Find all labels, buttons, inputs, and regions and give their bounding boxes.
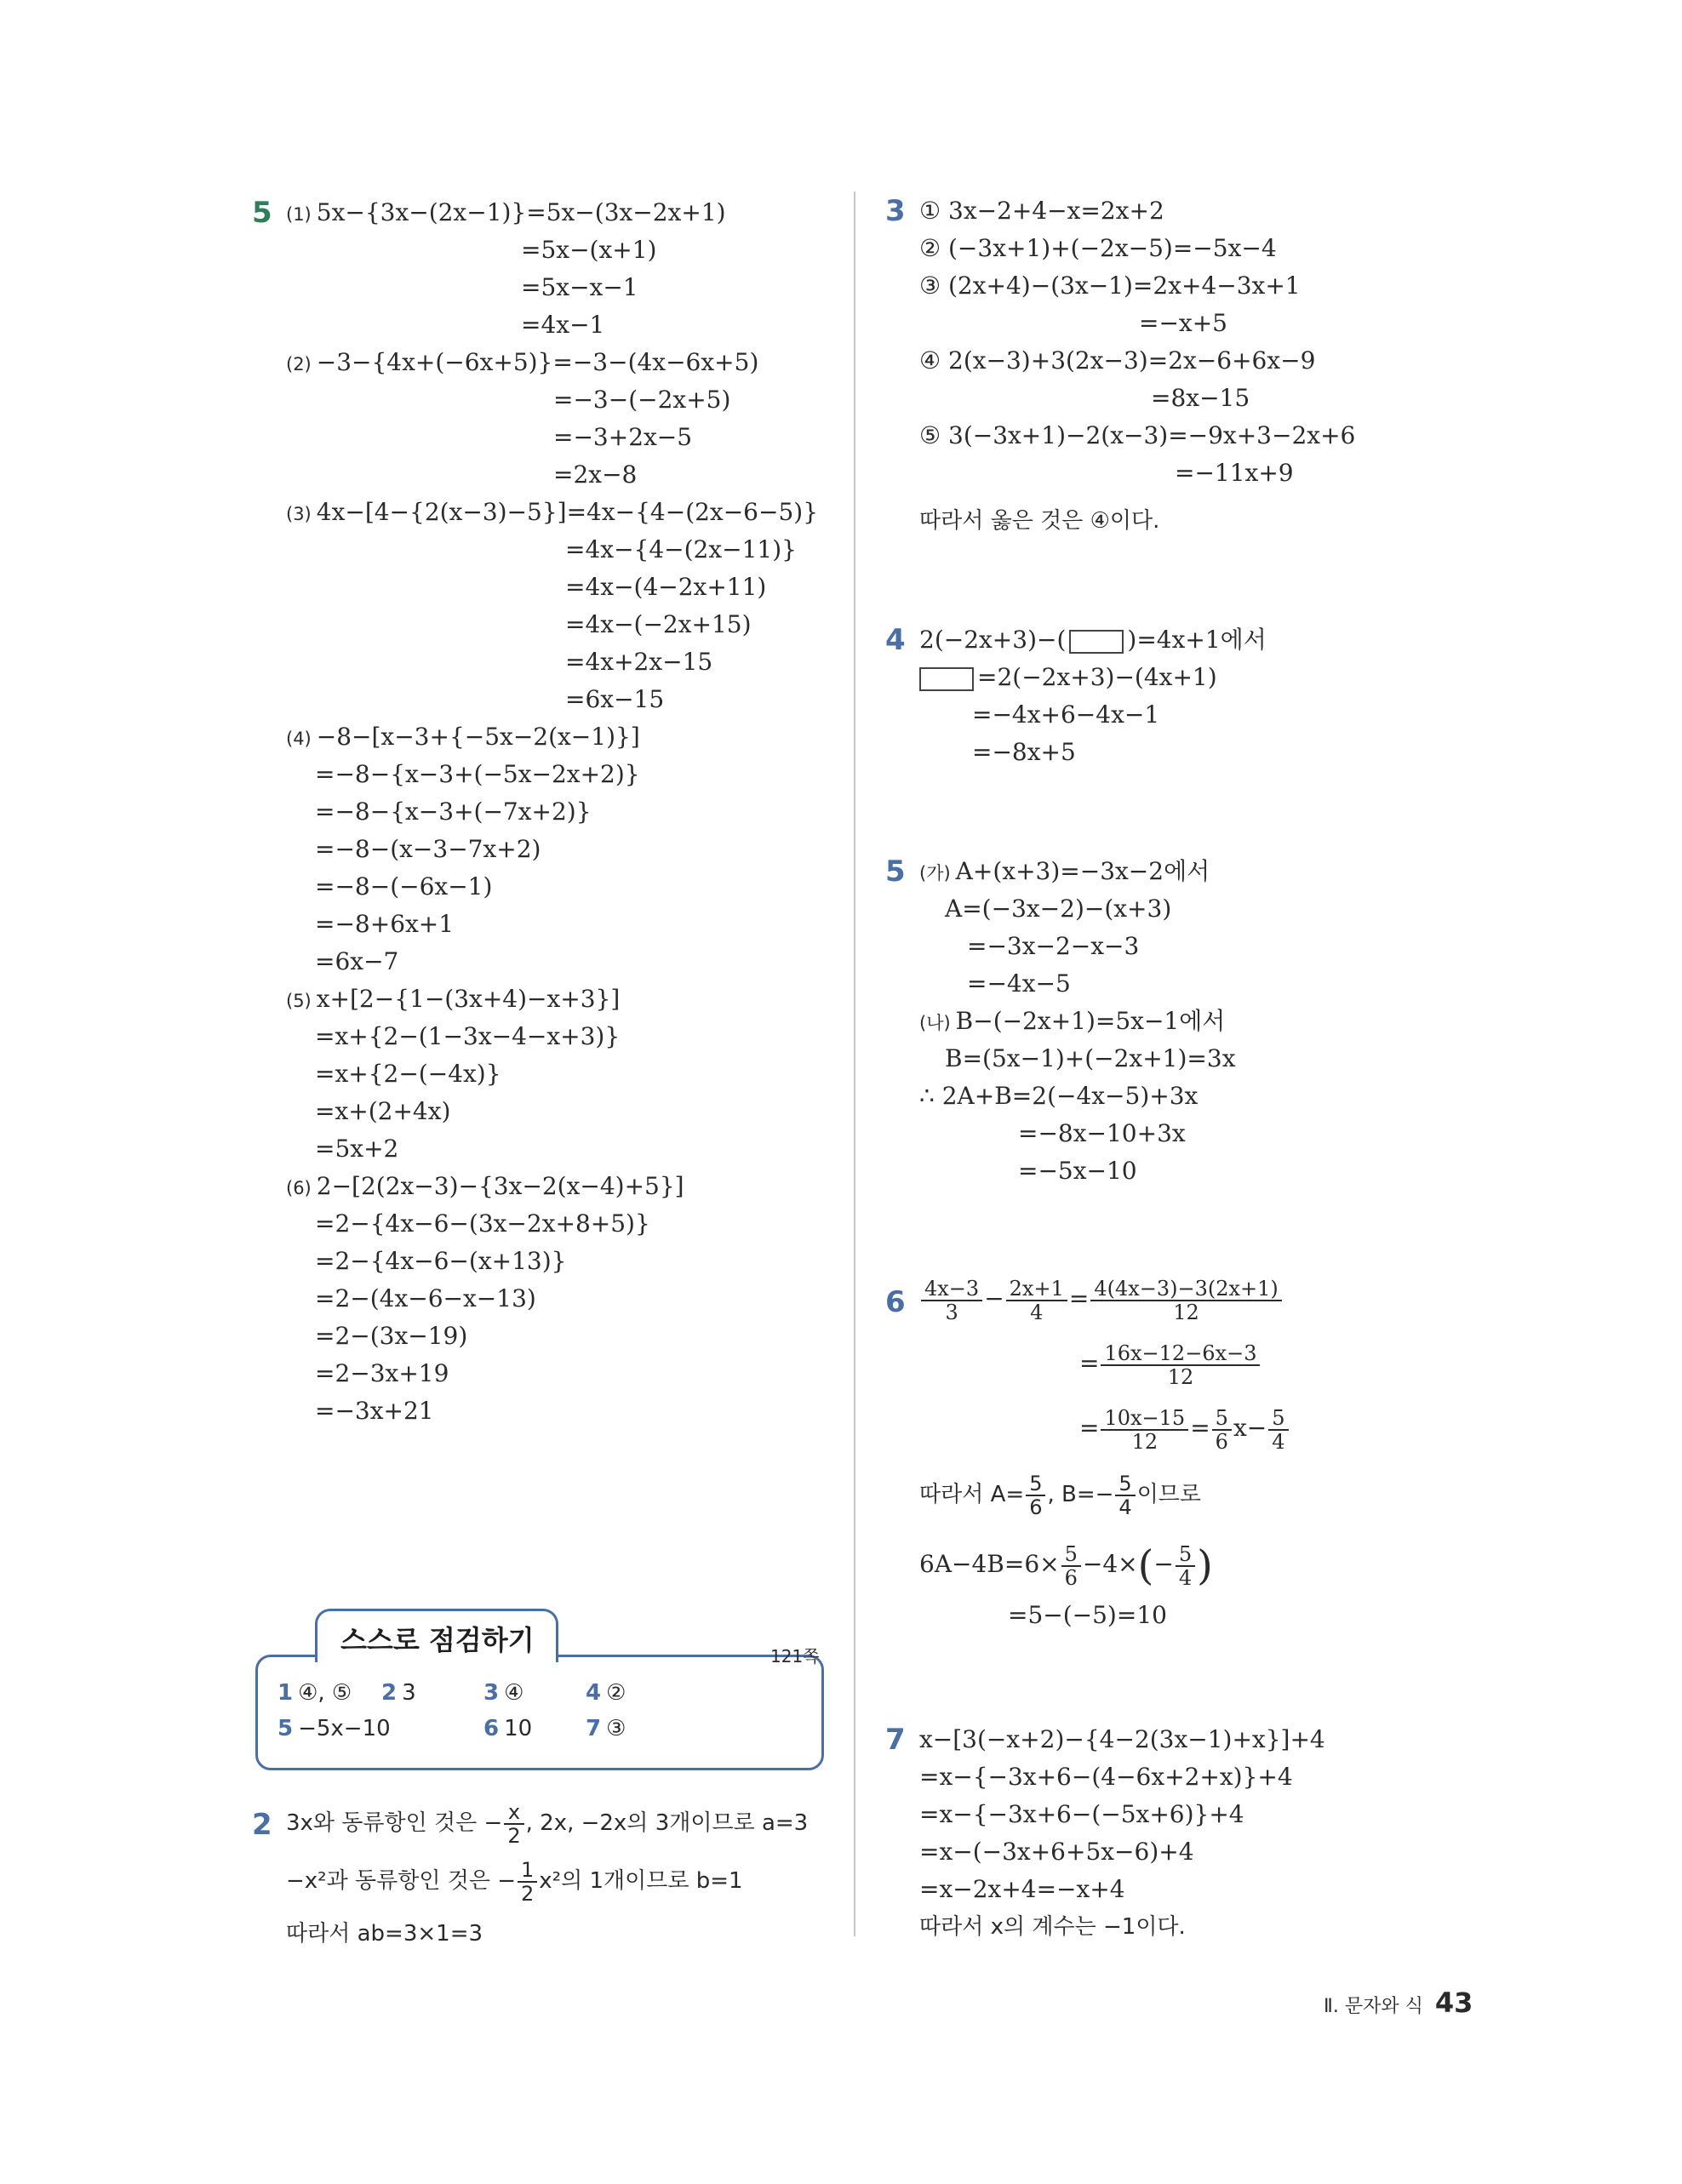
solution-line: =2(−2x+3)−(4x+1) [919,662,1217,693]
solution-line: =5x+2 [315,1135,399,1163]
answer-item: 1 ④, ⑤ [277,1680,352,1706]
solution-line: =4x−(4−2x+11) [565,573,767,601]
problem-number: 3 [885,194,906,228]
solution-line: ② (−3x+1)+(−2x−5)=−5x−4 [919,234,1277,262]
solution-line: =2−{4x−6−(x+13)} [315,1247,567,1275]
solution-line: =−x+5 [1139,309,1227,337]
expression: 4x−[4−{2(x−3)−5}]=4x−{4−(2x−6−5)} [316,498,819,526]
answer-item: 7 ③ [586,1716,626,1741]
solution-line [286,722,640,754]
solution-line: =−11x+9 [1175,459,1294,487]
solution-line: =4x−(−2x+15) [565,610,752,638]
solution-line: =2x−8 [553,460,638,489]
solution-line: B=(5x−1)+(−2x+1)=3x [945,1044,1236,1072]
solution-line: =6x−15 [565,685,665,713]
solution-line: 3x와 동류항인 것은 − $\frac{x}{2}$ , 2x, −2x의 3개이므로 a=3 [286,1799,809,1848]
answer-item: 2 3 [381,1680,416,1706]
expression: −8−[x−3+{−5x−2(x−1)}] [316,723,640,751]
conclusion: 따라서 x의 계수는 −1이다. [919,1914,1186,1940]
self-check-title: 스스로 점검하기 [340,1624,535,1656]
solution-line: =−5x−10 [1018,1157,1137,1185]
answer-item: 6 10 [483,1716,533,1741]
expression: x+[2−{1−(3x+4)−x+3}] [316,985,621,1013]
fraction: $\frac{5}{6}$ [1061,1543,1081,1589]
fraction: $\frac{5}{4}$ [1268,1407,1288,1453]
solution-line: 6A−4B=6× $\frac{5}{6}$ −4×(− $\frac{5}{4}$ ) [919,1541,1213,1590]
solution-line: A=(−3x−2)−(x+3) [945,895,1172,923]
answer-item: 3 ④ [483,1680,524,1706]
expression: 5x−{3x−(2x−1)}=5x−(3x−2x+1) [316,198,726,226]
answer-item: 4 ② [586,1680,626,1706]
solution-line: x−[3(−x+2)−{4−2(3x−1)+x}]+4 [919,1725,1325,1753]
solution-line: (나) B−(−2x+1)=5x−1에서 [919,1007,1226,1035]
sub-label: (4) [286,729,312,749]
solution-line [286,347,758,380]
solution-line: =5x−(x+1) [521,236,657,264]
solution-line: =−3x−2−x−3 [967,932,1140,960]
solution-line: =−8−{x−3+(−7x+2)} [315,798,592,826]
solution-line: ④ 2(x−3)+3(2x−3)=2x−6+6x−9 [919,346,1316,374]
solution-line: =4x+2x−15 [565,648,713,676]
solution-line: $\frac{4x-3}{3}$ − $\frac{2x+1}{4}$ = $\frac{4(4x-3)-3(2x+1)}{12}$ [919,1273,1284,1324]
self-check-frame [255,1655,824,1770]
sub-label: (6) [286,1178,312,1198]
solution-line: =−8−(x−3−7x+2) [315,835,541,863]
solution-line: =x+{2−(−4x)} [315,1060,501,1088]
solution-line [286,1171,684,1203]
fraction: $\frac{4x-3}{3}$ [921,1278,982,1324]
fraction: $\frac{16x-12-6x-3}{12}$ [1101,1342,1260,1388]
solution-line: =5−(−5)=10 [1008,1601,1167,1629]
solution-line: =x+{2−(1−3x−4−x+3)} [315,1022,621,1050]
solution-line: =−3−(−2x+5) [553,386,731,414]
section-label: Ⅱ. 문자와 식 [1324,1996,1423,2017]
solution-line: (가) A+(x+3)=−3x−2에서 [919,857,1210,885]
solution-line: 2(−2x+3)−( )=4x+1에서 [919,626,1267,654]
conclusion: 따라서 옳은 것은 ④이다. [919,508,1160,534]
fraction: $\frac{5}{4}$ [1176,1543,1195,1589]
column-divider [854,192,855,1936]
solution-line: =5x−x−1 [521,273,638,301]
solution-line: ① 3x−2+4−x=2x+2 [919,197,1164,225]
problem-number: 4 [885,623,906,657]
problem-number: 2 [252,1808,272,1842]
solution-line: =2−{4x−6−(3x−2x+8+5)} [315,1209,650,1238]
self-check-page-ref: 121쪽 [770,1646,820,1667]
sub-label: (2) [286,354,312,374]
solution-line: =2−(4x−6−x−13) [315,1284,536,1312]
solution-line: 따라서 A= $\frac{5}{6}$ , B=− $\frac{5}{4}$ 이므로 [919,1471,1202,1519]
solution-line: =−8−{x−3+(−5x−2x+2)} [315,760,640,788]
solution-line: −x²과 동류항인 것은 − $\frac{1}{2}$ x²의 1개이므로 b=1 [286,1857,743,1906]
solution-line: =−4x+6−4x−1 [972,700,1160,729]
solution-line: =x−2x+4=−x+4 [919,1875,1125,1903]
sub-label: (3) [286,504,312,524]
fraction: $\frac{10x-15}{12}$ [1101,1407,1188,1453]
fraction: $\frac{x}{2}$ [504,1801,523,1847]
solution-line: = $\frac{16x-12-6x-3}{12}$ [1079,1338,1262,1389]
problem-number: 5 [252,196,272,230]
problem-number: 6 [885,1285,906,1319]
fraction: $\frac{5}{6}$ [1212,1407,1232,1453]
solution-line: =x−{−3x+6−(4−6x+2+x)}+4 [919,1763,1293,1791]
solution-line: =−8x−10+3x [1018,1119,1186,1147]
page-footer [1324,1987,1473,2019]
solution-line: = $\frac{10x-15}{12}$ = $\frac{5}{6}$ x− $\frac{5}{4}$ [1079,1403,1290,1454]
solution-line: =8x−15 [1151,384,1250,412]
solution-line: =−8+6x+1 [315,910,455,938]
solution-line: ∴ 2A+B=2(−4x−5)+3x [919,1082,1199,1110]
fraction: $\frac{5}{4}$ [1115,1472,1135,1518]
solution-line: ③ (2x+4)−(3x−1)=2x+4−3x+1 [919,272,1301,300]
fraction: $\frac{1}{2}$ [518,1859,537,1905]
solution-line: ⑤ 3(−3x+1)−2(x−3)=−9x+3−2x+6 [919,421,1356,449]
solution-line [286,497,818,529]
solution-line: =−8−(−6x−1) [315,872,493,900]
expression: 2−[2(2x−3)−{3x−2(x−4)+5}] [316,1172,684,1200]
problem-number: 5 [885,855,906,889]
solution-line: =x−(−3x+6+5x−6)+4 [919,1838,1194,1866]
answer-item: 5 −5x−10 [277,1716,391,1741]
solution-line: =−4x−5 [967,969,1071,998]
solution-line: =6x−7 [315,947,399,975]
solution-line: =2−3x+19 [315,1359,449,1387]
fraction: $\frac{5}{6}$ [1026,1472,1045,1518]
solution-line: =4x−{4−(2x−11)} [565,535,797,563]
solution-line [286,984,620,1016]
fraction: $\frac{4(4x-3)-3(2x+1)}{12}$ [1090,1278,1281,1324]
solution-line: =x−{−3x+6−(−5x+6)}+4 [919,1800,1244,1828]
sub-label: (5) [286,991,312,1011]
solution-line: =−8x+5 [972,738,1076,766]
sub-label: (1) [286,204,312,225]
page-number: 43 [1434,1987,1473,2019]
solution-line: =2−(3x−19) [315,1322,468,1350]
solution-line: 따라서 ab=3×1=3 [286,1921,483,1947]
solution-line: =x+(2+4x) [315,1097,451,1125]
problem-number: 7 [885,1723,906,1757]
solution-line: =−3+2x−5 [553,423,693,451]
self-check-box [255,1609,824,1770]
solution-line [286,197,726,230]
solution-line: =4x−1 [521,311,605,339]
fraction: $\frac{2x+1}{4}$ [1006,1278,1067,1324]
blank-box [919,667,974,691]
solution-line: =−3x+21 [315,1397,434,1425]
expression: −3−{4x+(−6x+5)}=−3−(4x−6x+5) [316,348,759,376]
blank-box [1069,630,1124,654]
